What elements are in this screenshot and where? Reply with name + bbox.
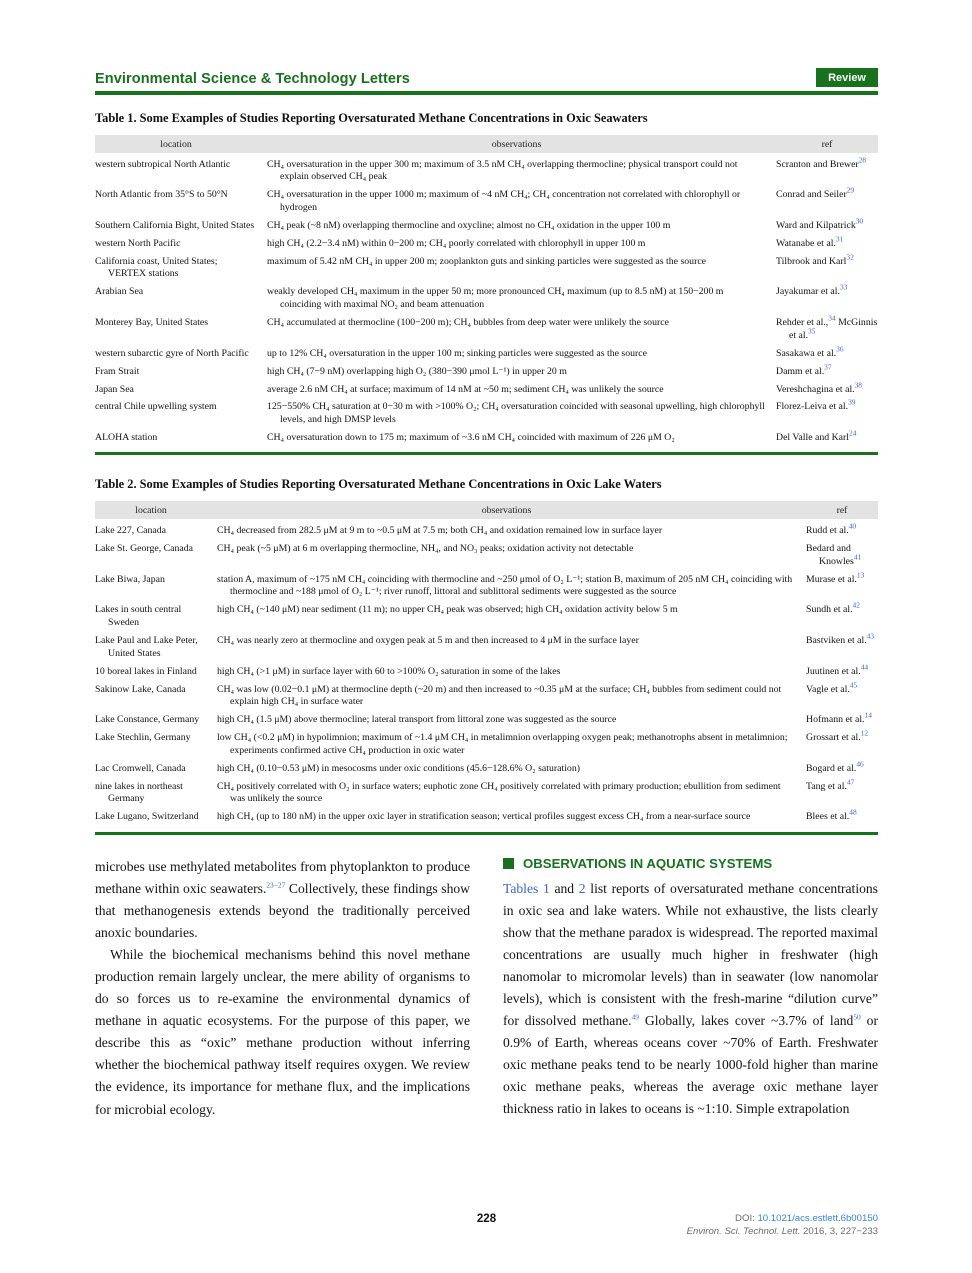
table-row	[95, 399, 878, 430]
observations-cell: CH₄ was nearly zero at thermocline and oxygen peak at 5 m and then increased to 4 μM in the surface layer	[217, 634, 639, 646]
location-cell: central Chile upwelling system	[95, 401, 217, 413]
ref-text: Scranton and Brewer	[776, 158, 859, 170]
location-cell: 10 boreal lakes in Finland	[95, 665, 197, 677]
observations-cell: high CH₄ (up to 180 nM) in the upper oxic layer in stratification season; vertical profiles suggest excess CH₄ from a near-surface source	[217, 811, 751, 823]
location-cell: Lake 227, Canada	[95, 525, 166, 537]
ref-text: Sasakawa et al.	[776, 347, 837, 359]
ref-citation-link[interactable]: 30	[855, 216, 864, 226]
table-link[interactable]: Tables 1	[503, 880, 550, 896]
ref-text: McGinnis et al.	[789, 317, 878, 341]
ref-citation-link[interactable]: 44	[860, 662, 869, 672]
ref-cell	[776, 398, 878, 426]
column-header-ref: ref	[836, 505, 848, 517]
table-row	[95, 381, 878, 399]
ref-citation-link[interactable]: 12	[860, 728, 869, 738]
ref-text: Vereshchagina et al.	[776, 383, 855, 395]
observations-cell: 125−550% CH₄ saturation at 0−30 m with >100% O₂; CH₄ oversaturation coincided with seasonal upwelling, high chlorophyll levels, and high DMSP levels	[267, 401, 765, 426]
ref-citation-link[interactable]: 34	[828, 313, 836, 323]
ref-cell	[776, 216, 878, 233]
column-header-observations: observations	[481, 505, 532, 517]
location-cell: Arabian Sea	[95, 286, 144, 298]
ref-text: Ward and Kilpatrick	[776, 219, 856, 231]
observations-cell: up to 12% CH₄ oversaturation in the upper 100 m; sinking particles were suggested as the source	[267, 347, 647, 359]
ref-citation-link[interactable]: 35	[808, 326, 816, 336]
column-header-observations: observations	[491, 139, 542, 150]
ref-cell	[806, 521, 878, 538]
ref-cell	[776, 428, 878, 445]
page-footer	[95, 1195, 878, 1239]
table-row	[95, 730, 878, 761]
location-cell: ALOHA station	[95, 432, 158, 444]
ref-text: Bastviken et al.	[806, 634, 867, 646]
ref-cell	[806, 680, 878, 709]
ref-text: Sundh et al.	[806, 604, 853, 616]
location-cell: western subtropical North Atlantic	[95, 158, 231, 170]
ref-text: Rudd et al.	[806, 525, 849, 537]
observations-cell: high CH₄ (7−9 nM) overlapping high O₂ (380−390 μmol L⁻¹) in upper 20 m	[267, 365, 567, 377]
review-badge: Review	[816, 68, 878, 87]
ref-text: Murase et al.	[806, 573, 857, 585]
ref-citation-link[interactable]: 31	[835, 234, 844, 244]
observations-cell: CH₄ positively correlated with O₂ in surface waters; euphotic zone CH₄ positively correlated with primary production; ebullition from sediment was unlikely the source	[217, 780, 781, 805]
table-2	[95, 461, 878, 834]
ref-text: Bogard et al.	[806, 762, 857, 774]
ref-citation-link[interactable]: 47	[846, 777, 855, 787]
observations-cell: maximum of 5.42 nM CH₄ in upper 200 m; zooplankton guts and sinking particles were suggested as the source	[267, 255, 707, 267]
left-column	[95, 856, 470, 1121]
ref-cell	[806, 777, 878, 806]
ref-citation-link[interactable]: 14	[864, 710, 872, 720]
table-row	[95, 235, 878, 253]
ref-text: Hofmann et al.	[806, 714, 865, 726]
ref-text: Watanabe et al.	[776, 237, 836, 249]
citation-link[interactable]: 23−27	[266, 880, 286, 890]
ref-text: Juutinen et al.	[806, 665, 861, 677]
table-2-body	[95, 522, 878, 826]
citation-link[interactable]: 50	[853, 1012, 861, 1022]
table-2-title: Table 2. Some Examples of Studies Reporting Oversaturated Methane Concentrations in Oxic Lake Waters	[95, 477, 662, 492]
table-link[interactable]: 2	[578, 880, 586, 896]
location-cell: Lake Paul and Lake Peter, United States	[95, 634, 198, 659]
right-column	[503, 856, 878, 1121]
observations-cell: high CH₄ (0.10−0.53 μM) in mesocosms under oxic conditions (45.6−128.6% O₂ saturation)	[217, 762, 580, 774]
ref-cell	[776, 185, 878, 214]
location-cell: Lake Lugano, Switzerland	[95, 811, 199, 823]
table-1	[95, 95, 878, 455]
observations-cell: high CH₄ (2.2−3.4 nM) within 0−200 m; CH₄ poorly correlated with chlorophyll in upper 100 m	[267, 237, 646, 249]
observations-cell: station A, maximum of ~175 nM CH₄ coinciding with thermocline and ~250 μmol of O₂ L⁻¹; station B, maximum of 205 nM CH₄ coinciding with thermocline and ~188 μmol of O₂ L⁻¹; river runoff, littoral and sublittoral sediments were suggested as the source	[217, 573, 793, 598]
ref-cell	[806, 808, 878, 824]
observations-cell: high CH₄ (~140 μM) near sediment (11 m); no upper CH₄ peak was observed; high CH₄ oxidation activity below 5 m	[217, 604, 678, 616]
location-cell: Japan Sea	[95, 383, 134, 395]
ref-citation-link[interactable]: 46	[856, 759, 864, 769]
ref-cell	[806, 601, 878, 629]
ref-cell	[776, 313, 878, 342]
column-header-ref: ref	[821, 139, 833, 150]
citation-journal: Environ. Sci. Technol. Lett.	[686, 1226, 804, 1238]
ref-text: Conrad and Seiler	[776, 189, 847, 201]
ref-citation-link[interactable]: 45	[849, 680, 858, 690]
ref-text: Florez-Leiva et al.	[776, 401, 849, 413]
ref-cell	[776, 155, 878, 184]
observations-cell: average 2.6 nM CH₄ at surface; maximum of 14 nM at ~50 m; sediment CH₄ was unlikely the source	[267, 383, 664, 395]
ref-text: Tilbrook and Karl	[776, 255, 847, 267]
section-heading	[503, 856, 878, 871]
location-cell: Southern California Bight, United States	[95, 219, 255, 231]
observations-cell: weakly developed CH₄ maximum in the upper 50 m; more pronounced CH₄ maximum (up to 8.5 nM) at 150−200 m coinciding with maximal NO₂ and beam attenuation	[267, 286, 724, 311]
location-cell: California coast, United States; VERTEX stations	[95, 255, 218, 280]
table-1-body	[95, 156, 878, 447]
location-cell: Sakinow Lake, Canada	[95, 683, 186, 695]
ref-text: Del Valle and Karl	[776, 432, 849, 444]
location-cell: Monterey Bay, United States	[95, 317, 209, 329]
table-row	[95, 681, 878, 712]
location-cell: Lakes in south central Sweden	[95, 604, 182, 629]
table-bottom-rule	[95, 452, 878, 455]
ref-cell	[776, 234, 878, 251]
doi-label: DOI:	[735, 1213, 758, 1225]
observations-cell: CH₄ oversaturation in the upper 300 m; maximum of 3.5 nM CH₄ overlapping thermocline; physical transport could not explain observed CH₄ peak	[267, 158, 738, 183]
table-row	[95, 314, 878, 345]
ref-text: Rehder et al.,	[776, 317, 829, 329]
ref-citation-link[interactable]: 13	[856, 570, 865, 580]
ref-text: Blees et al.	[806, 811, 850, 823]
observations-cell: high CH₄ (1.5 μM) above thermocline; lateral transport from littoral zone was suggested as the source	[217, 714, 617, 726]
observations-cell: CH₄ decreased from 282.5 μM at 9 m to ~0.5 μM at 7.5 m; both CH₄ and oxidation remained low in surface layer	[217, 525, 663, 537]
observations-cell: CH₄ peak (~5 μM) at 6 m overlapping thermocline, NH₄, and NO₃ peaks; oxidation activity not detectable	[217, 542, 634, 554]
section-heading-label: OBSERVATIONS IN AQUATIC SYSTEMS	[523, 855, 773, 871]
table-row	[95, 760, 878, 778]
location-cell: nine lakes in northeast Germany	[95, 780, 183, 805]
location-cell: North Atlantic from 35°S to 50°N	[95, 189, 228, 201]
observations-cell: CH₄ oversaturation down to 175 m; maximum of ~3.6 nM CH₄ coincided with maximum of 226 μM O₂	[267, 432, 675, 444]
paragraph: While the biochemical mechanisms behind this novel methane production remain largely unclear, the mere ability of organisms to do so forces us to re-examine the environmental dynamics of methane in aquatic ecosystems. For the purpose of this paper, we describe this as “oxic” methane production without inferring whether the biochemical pathway itself requires oxygen. We review the evidence, its importance for methane flux, and the implications for microbial ecology.	[95, 946, 470, 1117]
table-row	[95, 187, 878, 218]
ref-citation-link[interactable]: 32	[846, 252, 854, 262]
ref-cell	[806, 710, 878, 727]
table-row	[95, 217, 878, 235]
column-header-location: location	[135, 505, 167, 517]
table-row	[95, 522, 878, 540]
ref-cell	[776, 252, 878, 281]
journal-header-bar	[95, 68, 878, 95]
table-row	[95, 345, 878, 363]
ref-citation-link[interactable]: 37	[824, 362, 832, 372]
table-1-header-row	[95, 135, 878, 153]
location-cell: Lake Stechlin, Germany	[95, 732, 191, 744]
table-row	[95, 253, 878, 284]
location-cell: western North Pacific	[95, 237, 181, 249]
table-1-title: Table 1. Some Examples of Studies Reporting Oversaturated Methane Concentrations in Oxic Seawaters	[95, 111, 648, 125]
table-row	[95, 284, 878, 315]
ref-citation-link[interactable]: 43	[866, 631, 875, 641]
citation-block	[496, 1213, 878, 1239]
doi-link[interactable]: 10.1021/acs.estlett.6b00150	[757, 1213, 878, 1225]
table-row	[95, 712, 878, 730]
location-cell: Fram Strait	[95, 365, 140, 377]
table-row	[95, 632, 878, 663]
ref-citation-link[interactable]: 48	[849, 808, 857, 818]
location-cell: western subarctic gyre of North Pacific	[95, 347, 249, 359]
ref-citation-link[interactable]: 24	[849, 428, 857, 438]
ref-citation-link[interactable]: 38	[854, 380, 862, 390]
ref-citation-link[interactable]: 42	[852, 601, 860, 611]
right-column-paragraphs	[503, 878, 878, 1121]
ref-cell	[806, 631, 878, 660]
observations-cell: high CH₄ (>1 μM) in surface layer with 60 to >100% O₂ saturation in some of the lakes	[217, 665, 561, 677]
paragraph: Tables 1 and 2 list reports of oversaturated methane concentrations in oxic sea and lake waters. While not exhaustive, the lists clearly show that the methane paradox is widespread. The reported maximal concentrations are usually much higher in freshwater (high nanomolar to micromolar levels) than in seawater (low nanomolar levels), which is consistent with the fresh-marine “dilution curve” for dissolved methane.$^{49}$ Globally, lakes cover ~3.7% of land$^{50}$ or 0.9% of Earth, whereas oceans cover ~70% of Earth. Freshwater oxic methane peaks tend to be nearly 1000-fold higher than marine oxic methane peaks, whereas the average oxic methane layer thickness ratio in lakes to oceans is ~1:10. Simple extrapolation	[503, 880, 878, 1117]
ref-text: Vagle et al.	[806, 683, 850, 695]
ref-text: Damm et al.	[776, 365, 825, 377]
observations-cell: CH₄ accumulated at thermocline (100−200 m); CH₄ bubbles from deep water were unlikely the source	[267, 317, 669, 329]
ref-cell	[776, 380, 878, 397]
ref-cell	[806, 543, 878, 568]
location-cell: Lac Cromwell, Canada	[95, 762, 186, 774]
table-bottom-rule	[95, 832, 878, 835]
table-row	[95, 156, 878, 187]
ref-cell	[776, 362, 878, 379]
table-row	[95, 430, 878, 448]
ref-cell	[776, 344, 878, 361]
ref-citation-link[interactable]: 29	[846, 185, 855, 195]
ref-text: Bedard and Knowles	[806, 542, 854, 567]
journal-title: Environmental Science & Technology Letters	[95, 71, 410, 87]
table-2-header-row	[95, 501, 878, 519]
ref-text: Grossart et al.	[806, 732, 861, 744]
paragraph: microbes use methylated metabolites from phytoplankton to produce methane within oxic seawaters.$^{23-27}$ Collectively, these findings show that methanogenesis extends beyond the traditionally perceived anoxic boundaries.	[95, 858, 470, 940]
citation-rest: 2016, 3, 227−233	[803, 1226, 878, 1238]
section-marker-icon	[503, 858, 514, 869]
table-row	[95, 778, 878, 809]
ref-citation-link[interactable]: 36	[836, 344, 844, 354]
table-row	[95, 809, 878, 827]
ref-citation-link[interactable]: 28	[858, 155, 867, 165]
ref-citation-link[interactable]: 41	[853, 552, 862, 562]
ref-cell	[806, 759, 878, 776]
location-cell: Lake Constance, Germany	[95, 714, 200, 726]
ref-cell	[806, 570, 878, 599]
body-text-columns	[95, 856, 878, 1121]
ref-cell	[776, 283, 878, 311]
ref-citation-link[interactable]: 33	[839, 283, 848, 293]
ref-cell	[806, 728, 878, 757]
column-header-location: location	[160, 139, 192, 150]
ref-text: Tang et al.	[806, 780, 847, 792]
table-row	[95, 363, 878, 381]
table-row	[95, 663, 878, 681]
location-cell: Lake St. George, Canada	[95, 542, 194, 554]
ref-citation-link[interactable]: 39	[848, 398, 856, 408]
ref-cell	[806, 662, 878, 679]
table-row	[95, 602, 878, 633]
observations-cell: CH₄ peak (~8 nM) overlapping thermocline and oxycline; almost no CH₄ oxidation in the upper 100 m	[267, 219, 671, 231]
observations-cell: low CH₄ (<0.2 μM) in hypolimnion; maximum of ~1.4 μM CH₄ in metalimnion overlapping oxygen peak; methanotrophs absent in metalimnion; experiments confirmed active CH₄ production in oxic water	[217, 732, 788, 756]
table-row	[95, 571, 878, 602]
observations-cell: CH₄ was low (0.02−0.1 μM) at thermocline depth (~20 m) and then increased to ~0.35 μM at the surface; CH₄ bubbles from sediment could not explain high CH₄ in surface water	[217, 683, 782, 708]
page-number: 228	[476, 1213, 497, 1226]
ref-citation-link[interactable]: 40	[848, 521, 857, 531]
ref-text: Jayakumar et al.	[776, 286, 840, 298]
observations-cell: CH₄ oversaturation in the upper 1000 m; maximum of ~4 nM CH₄; CH₄ concentration not correlated with chlorophyll or hydrogen	[267, 189, 741, 213]
location-cell: Lake Biwa, Japan	[95, 573, 165, 585]
citation-link[interactable]: 49	[631, 1012, 639, 1022]
doi-line	[735, 1213, 878, 1224]
table-row	[95, 540, 878, 571]
